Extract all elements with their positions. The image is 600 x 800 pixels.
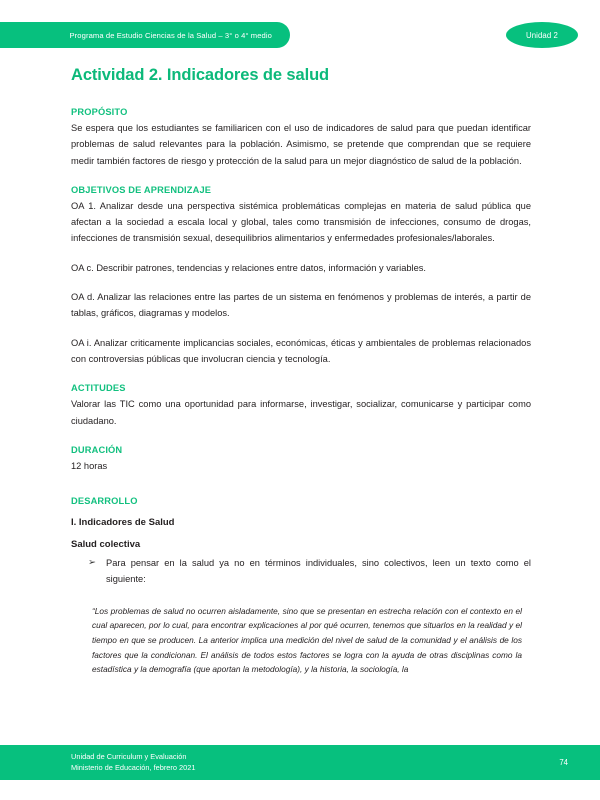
page-number: 74 bbox=[559, 758, 568, 767]
section-label-desarrollo: DESARROLLO bbox=[71, 496, 138, 507]
heading-salud-colectiva: Salud colectiva bbox=[71, 539, 141, 551]
footer-line-2: Ministerio de Educación, febrero 2021 bbox=[71, 762, 196, 772]
section-label-objetivos: OBJETIVOS DE APRENDIZAJE bbox=[71, 184, 212, 195]
duracion-text: 12 horas bbox=[71, 460, 108, 471]
section-label-proposito: PROPÓSITO bbox=[71, 107, 128, 117]
objetivo-oai: OA i. Analizar criticamente implicancias sociales, económicas, éticas y ambientales de problemas relacionados con controversias públicas que involucran ciencia y tecnología. bbox=[71, 337, 531, 364]
unit-badge-label: Unidad 2 bbox=[525, 30, 558, 40]
actitudes-text: Valorar las TIC como una oportunidad para informarse, investigar, socializar, comunicarse y participar como ciudadano. bbox=[71, 399, 531, 426]
proposito-text: Se espera que los estudiantes se familiaricen con el uso de indicadores de salud para que puedan identificar problemas de salud relevantes para la población. Asimismo, se pretende que comprendan que se requiere medir también factores de riesgo y protección de la salud para un mejor diagnóstico de salud de la población. bbox=[71, 123, 531, 166]
footer-line-1: Unidad de Curriculum y Evaluación bbox=[71, 752, 187, 761]
footer-band bbox=[0, 745, 600, 780]
section-label-duracion: DURACIÓN bbox=[71, 444, 123, 455]
quote-text: “Los problemas de salud no ocurren aisladamente, sino que se presentan en estrecha relación con el contexto en el cual aparecen, por lo cual, para encontrar explicaciones al por qué ocurren, tenemos que situarlos en la realidad y el tiempo en que se producen. La anterior implica una medición del nivel de salud de la comunidad y el análisis de los factores que la condicionan. El análisis de todos estos factores se logra con la ayuda de otras disciplinas como la estadística y la demografía (que aportan la metodología), y la historia, la sociología, la bbox=[92, 605, 522, 675]
quote-block bbox=[71, 604, 531, 677]
objetivo-oac: OA c. Describir patrones, tendencias y relaciones entre datos, información y variables. bbox=[71, 262, 427, 273]
objetivo-oa1: OA 1. Analizar desde una perspectiva sistémica problemáticas complejas en materia de salud pública que afectan a la sociedad a escala local y global, tales como transmisión de infecciones, consumo de drogas, infecciones de transmisión sexual, desequilibrios alimentarios y enfermedades profesionales/laborales. bbox=[71, 200, 531, 244]
objetivo-oad: OA d. Analizar las relaciones entre las partes de un sistema en fenómenos y problemas de interés, a partir de tablas, gráficos, diagramas y modelos. bbox=[71, 292, 531, 319]
heading-indicadores-de-salud: I. Indicadores de Salud bbox=[71, 517, 175, 529]
page-title: Actividad 2. Indicadores de salud bbox=[71, 66, 330, 84]
header-band-label: Programa de Estudio Ciencias de la Salud – 3° o 4° medio bbox=[69, 30, 272, 40]
section-label-actitudes: ACTITUDES bbox=[71, 383, 126, 394]
arrow-bullet-icon: ➢ bbox=[88, 557, 96, 569]
footer-text bbox=[71, 752, 195, 773]
list-item-label: Para pensar en la salud ya no en términos individuales, sino colectivos, leen un texto como el siguiente: bbox=[106, 558, 531, 585]
list-item bbox=[71, 555, 531, 588]
